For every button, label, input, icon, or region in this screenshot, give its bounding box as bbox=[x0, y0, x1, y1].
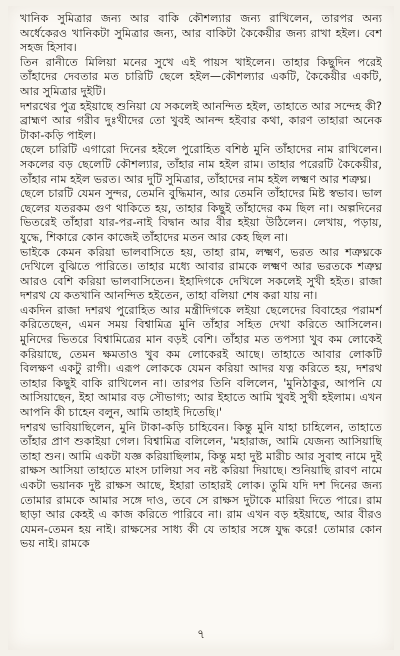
paragraph-4: ছেলে চারিটি এগারো দিনের হইলে পুরোহিত বশিষ্ঠ মুনি তাঁহাদের নাম রাখিলেন। সকলের বড় ছেলেটি কৌশল্যার, তাঁহার নাম হইল রাম। তাহার পরেরটি কৈকেয়ীর, তাঁহার নাম হইল ভরত। আর দুটি সুমিত্রার, তাঁহাদের নাম হইল লক্ষ্মণ আর শত্রুঘ্ন। bbox=[20, 143, 382, 186]
paragraph-5: ছেলে চারটি যেমন সুন্দর, তেমনি বুদ্ধিমান, আর তেমনি তাঁহাদের মিষ্ট স্বভাব। ভাল ছেলের যতরকম গুণ থাকিতে হয়, তাহার কিছুই তাঁহাদের কম ছিল না। অল্পদিনের ভিতরেই তাঁহারা যার-পর-নাই বিদ্বান আর বীর হইয়া উঠিলেন। লেখায়, পড়ায়, যুদ্ধে, শিকারে কোন কাজেই তাঁহাদের মতন আর কেহ ছিল না। bbox=[20, 187, 382, 244]
book-page bbox=[8, 6, 394, 650]
page-number: ৭ bbox=[197, 627, 205, 641]
paragraph-1: খানিক সুমিত্রার জন্য আর বাকি কৌশল্যার জন্য রাখিলেন, তারপর অন্য অর্ধেকেরও খানিকটা সুমিত্রার জন্য, আর বাকিটা কৈকেয়ীর জন্য রাখা হইল। বেশ সহজ হিসাব। bbox=[20, 12, 382, 55]
paragraph-3: দশরথের পুত্র হইয়াছে শুনিয়া যে সকলেই আনন্দিত হইল, তাহাতে আর সন্দেহ কী? ব্রাহ্মণ আর গরীব দুঃখীদের তো খুবই আনন্দ হইবার কথা, কারণ তাহারা অনেক টাকা-কড়ি পাইল। bbox=[20, 99, 382, 142]
page-text bbox=[20, 12, 382, 612]
paragraph-2: তিন রানীতে মিলিয়া মনের সুখে এই পায়স খাইলেন। তাহার কিছুদিন পরেই তাঁহাদের দেবতার মত চারিটি ছেলে হইল—কৌশল্যার একটি, কৈকেয়ীর একটি, আর সুমিত্রার দুইটি। bbox=[20, 55, 382, 98]
paragraph-7: একদিন রাজা দশরথ পুরোহিত আর মন্ত্রীদিগকে লইয়া ছেলেদের বিবাহের পরামর্শ করিতেছেন, এমন সময় বিশ্বামিত্র মুনি তাঁহার সহিত দেখা করিতে আসিলেন। মুনিদের ভিতরে বিশ্বামিত্রের মান বড়ই বেশি। তাঁহার মত তপস্যা খুব কম লোকেই করিয়াছে, তেমন ক্ষমতাও খুব কম লোকেরই আছে। তাহাতে আবার লোকটি বিলক্ষণ একটু রাগী। এরূপ লোককে যেমন করিয়া আদর যত্ন করিতে হয়, দশরথ তাহার কিছুই বাকি রাখিলেন না। তারপর তিনি বলিলেন, 'মুনিঠাকুর, আপনি যে আসিয়াছেন, ইহা আমার বড় সৌভাগ্য; আর ইহাতে আমি খুবই সুখী হইলাম। এখন আপনি কী চাহেন বলুন, আমি তাহাই দিতেছি।' bbox=[20, 303, 382, 420]
paragraph-8: দশরথ ভাবিয়াছিলেন, মুনি টাকা-কড়ি চাহিবেন। কিন্তু মুনি যাহা চাহিলেন, তাহাতে তাঁহার প্রাণ শুকাইয়া গেল। বিশ্বামিত্র বলিলেন, 'মহারাজ, আমি যেজন্য আসিয়াছি তাহা শুন। আমি একটা যজ্ঞ করিয়াছিলাম, কিন্তু মহা দুষ্ট মারীচ আর সুবাহু নামে দুই রাক্ষস আসিয়া তাহাতে মাংস ঢালিয়া সব নষ্ট করিয়া দিয়াছে। শুনিয়াছি রাবণ নামে একটা ভয়ানক দুষ্ট রাক্ষস আছে, ইহারা তাহারই লোক। তুমি যদি দশ দিনের জন্য তোমার রামকে আমার সঙ্গে দাও, তবে সে রাক্ষস দুটাকে মারিয়া দিতে পারে। রাম ছাড়া আর কেহই এ কাজ করিতে পারিবে না। রাম এখন বড় হইয়াছে, আর বীরও যেমন-তেমন হয় নাই। রাক্ষসের সাধ্য কী যে তাহার সঙ্গে যুদ্ধ করে! তোমার কোন ভয় নাই। রামকে bbox=[20, 420, 382, 551]
paragraph-6: ভাইকে কেমন করিয়া ভালবাসিতে হয়, তাহা রাম, লক্ষ্মণ, ভরত আর শত্রুঘ্নকে দেখিলে বুঝিতে পারিতে। তাহার মধ্যে আবার রামকে লক্ষ্মণ আর ভরতকে শত্রুঘ্ন আরও বেশি করিয়া ভালবাসিতেন। ইহাদিগকে দেখিলে সকলেই সুখী হইত। রাজা দশরথ যে কতখানি আনন্দিত হইতেন, তাহা বলিয়া শেষ করা যায় না। bbox=[20, 245, 382, 303]
